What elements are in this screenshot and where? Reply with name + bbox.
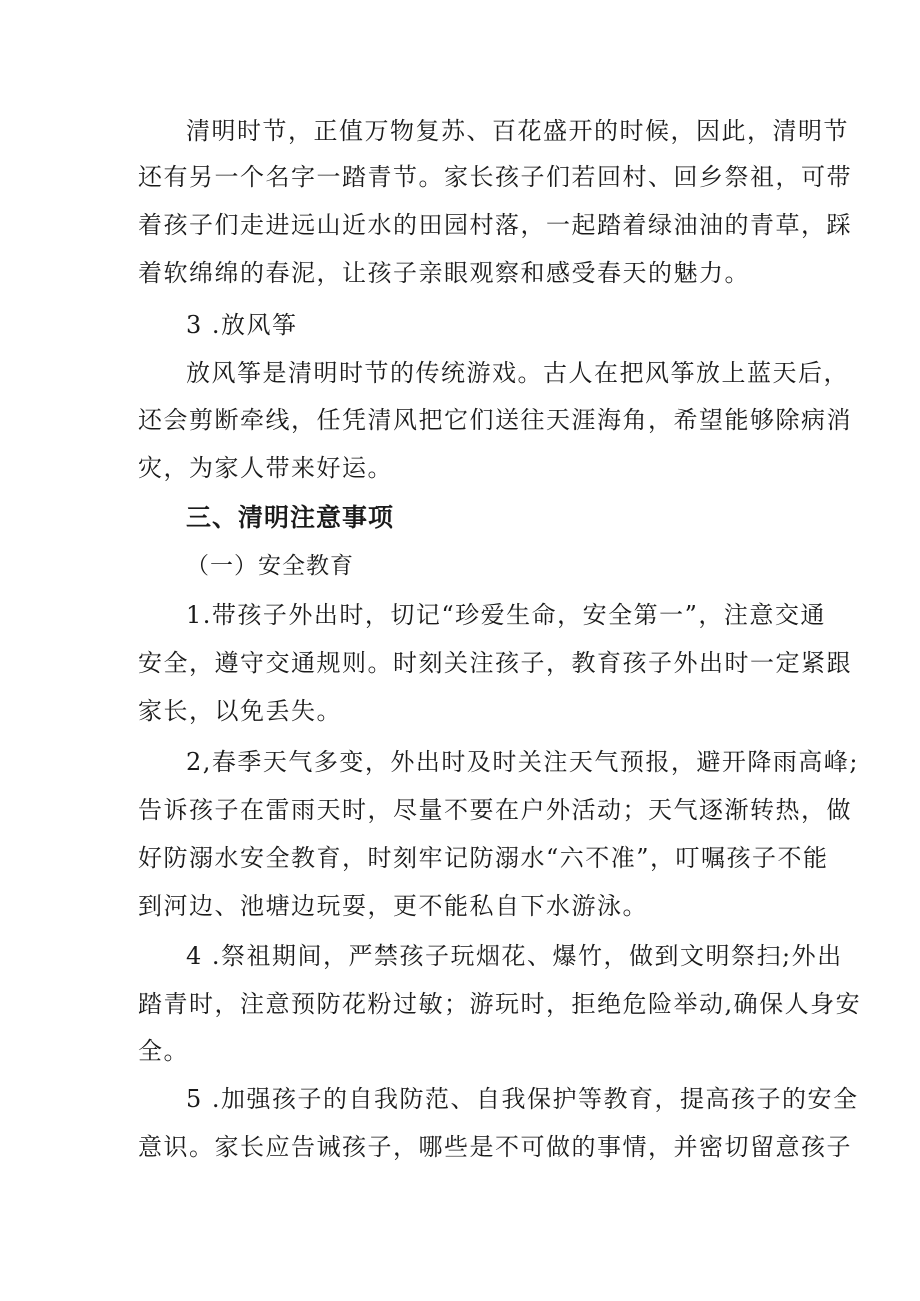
paragraph-line: 5 .加强孩子的自我防范、自我保护等教育，提高孩子的安全 (186, 1085, 859, 1113)
paragraph-line: 1.带孩子外出时，切记“珍爱生命，安全第一”，注意交通 (186, 601, 826, 629)
paragraph-line: 清明时节，正值万物复苏、百花盛开的时候，因此，清明节 (186, 117, 849, 145)
section-heading: 三、清明注意事项 (186, 503, 395, 532)
paragraph-line: 好防溺水安全教育，时刻牢记防溺水“六不准”，叮嘱孩子不能 (138, 844, 829, 872)
paragraph-line: 4 .祭祖期间，严禁孩子玩烟花、爆竹，做到文明祭扫;外出 (186, 942, 843, 970)
paragraph-line: 告诉孩子在雷雨天时，尽量不要在户外活动；天气逐渐转热，做 (138, 796, 852, 824)
subsection-heading: （一）安全教育 (186, 553, 354, 579)
paragraph-line: 全。 (138, 1037, 189, 1065)
paragraph-line: 着孩子们走进远山近水的田园村落，一起踏着绿油油的青草，踩 (138, 211, 852, 239)
item-title: 3 .放风筝 (186, 311, 298, 339)
paragraph-line: 着软绵绵的春泥，让孩子亲眼观察和感受春天的魅力。 (138, 259, 750, 287)
paragraph-line: 放风筝是清明时节的传统游戏。古人在把风筝放上蓝天后， (186, 359, 849, 387)
paragraph-line: 踏青时，注意预防花粉过敏；游玩时，拒绝危险举动,确保人身安 (138, 990, 862, 1018)
paragraph-line: 安全，遵守交通规则。时刻关注孩子，教育孩子外出时一定紧跟 (138, 649, 852, 677)
paragraph-line: 2,春季天气多变，外出时及时关注天气预报，避开降雨高峰; (186, 748, 859, 776)
paragraph-line: 意识。家长应告诫孩子，哪些是不可做的事情，并密切留意孩子 (138, 1133, 852, 1161)
paragraph-line: 到河边、池塘边玩耍，更不能私自下水游泳。 (138, 892, 648, 920)
paragraph-line: 还有另一个名字一踏青节。家长孩子们若回村、回乡祭祖，可带 (138, 163, 852, 191)
paragraph-line: 还会剪断牵线，任凭清风把它们送往天涯海角，希望能够除病消 (138, 406, 852, 434)
paragraph-line: 灾，为家人带来好运。 (138, 454, 393, 482)
paragraph-line: 家长，以免丢失。 (138, 697, 342, 725)
